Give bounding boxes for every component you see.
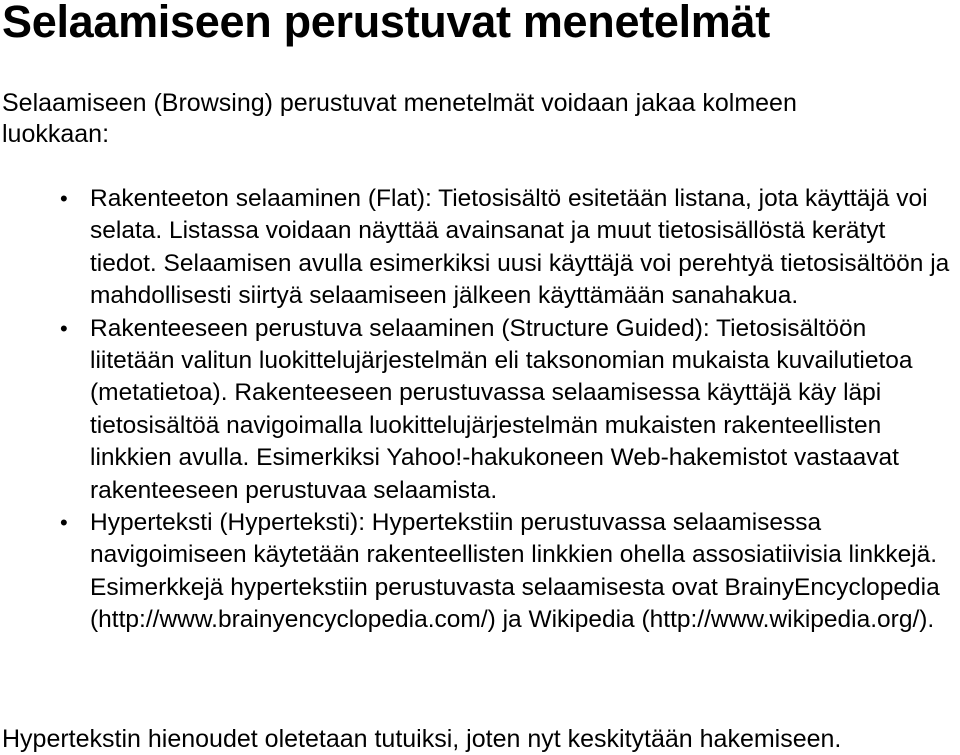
bullet-icon: •: [60, 510, 68, 536]
bullet-icon: •: [60, 186, 68, 211]
bullet-text: Hyperteksti (Hyperteksti): Hypertekstiin perustuvassa selaamisessa navigoimiseen käytetään rakenteellisten linkkien ohella assosiatiivisia linkkejä. Esimerkkejä hypertekstiin perustuvasta selaamisesta ovat BrainyEncyclopedia (http://www.brainyencyclopedia.com/) ja Wikipedia (http://www.wikipedia.org/).: [90, 509, 940, 634]
bullet-icon: •: [60, 315, 68, 341]
bullet-item-structure-guided: [0, 313, 956, 507]
bullet-text: Rakenteeseen perustuva selaaminen (Structure Guided): Tietosisältöön liitetään valitun luokittelujärjestelmän eli taksonomian mukaista kuvailutietoa (metatietoa). Rakenteeseen perustuvassa selaamisessa käyttäjä käy läpi tietosisältöä navigoimalla luokittelujärjestelmän mukaisten rakenteellisten linkkien avulla. Esimerkiksi Yahoo!-hakukoneen Web-hakemistot vastaavat rakenteeseen perustuvaa selaamista.: [90, 314, 913, 504]
intro-paragraph: Selaamiseen (Browsing) perustuvat menetelmät voidaan jakaa kolmeen luokkaan:: [2, 89, 797, 148]
bullet-text: Rakenteeton selaaminen (Flat): Tietosisältö esitetään listana, jota käyttäjä voi selata. Listassa voidaan näyttää avainsanat ja muut tietosisällöstä kerätyt tiedot. Selaamisen avulla esimerkiksi uusi käyttäjä voi perehtyä tietosisältöön ja mahdollisesti siirtyä selaamiseen jälkeen käyttämään sanahakua.: [90, 185, 950, 310]
bullet-item-hypertext: [0, 507, 956, 637]
slide-title: Selaamiseen perustuvat menetelmät: [2, 0, 770, 47]
bullet-item-flat: [0, 183, 956, 313]
closing-paragraph: Hypertekstin hienoudet oletetaan tutuiksi, joten nyt keskitytään hakemiseen.: [2, 725, 842, 753]
bullet-list: [0, 183, 960, 637]
